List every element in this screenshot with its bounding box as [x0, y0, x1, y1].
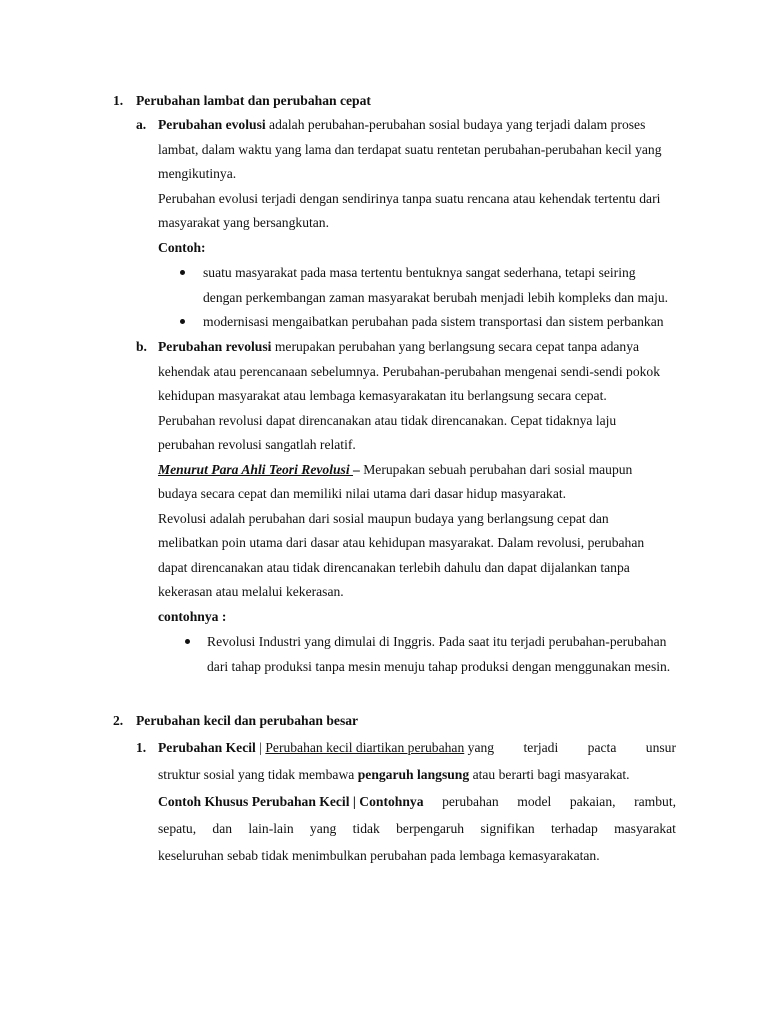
example-label-b: contohnya : — [158, 609, 227, 624]
word: yang — [309, 821, 337, 836]
term-evolusi: Perubahan evolusi — [158, 117, 266, 132]
item-a-line-3: mengikutinya. — [158, 166, 237, 181]
word: terjadi — [523, 740, 559, 755]
term-perubahan-kecil: Perubahan Kecil — [158, 740, 256, 755]
word: signifikan — [480, 821, 535, 836]
word: tidak — [352, 821, 380, 836]
expert-line-1-text: Merupakan sebuah perubahan dari sosial maupun — [359, 462, 633, 477]
item-2-1-line-2-post: atau berarti bagi masyarakat. — [469, 767, 630, 782]
word: rambut, — [634, 794, 676, 809]
item-b-line-2: kehendak atau perencanaan sebelumnya. Perubahan-perubahan mengenai sendi-sendi pokok — [158, 364, 661, 379]
word: sepatu, — [158, 821, 197, 836]
item-b-line-5: perubahan revolusi sangatlah relatif. — [158, 437, 356, 452]
expert-line-1 — [158, 461, 632, 479]
item-2-1-line-1 — [158, 739, 676, 757]
bullet-b-line-2: dari tahap produksi tanpa mesin menuju tahap produksi dengan menggunakan mesin. — [207, 659, 671, 674]
word: perubahan — [442, 794, 499, 809]
word: pacta — [587, 740, 617, 755]
section-1-heading: Perubahan lambat dan perubahan cepat — [136, 93, 371, 108]
item-b-line-1-text: merupakan perubahan yang berlangsung secara cepat tanpa adanya — [271, 339, 640, 354]
bullet-dot — [180, 270, 185, 275]
bullet-a-1-line-1: suatu masyarakat pada masa tertentu bentuknya sangat sederhana, tetapi seiring — [203, 265, 636, 280]
expert-line-3: Revolusi adalah perubahan dari sosial maupun budaya yang berlangsung cepat dan — [158, 511, 609, 526]
separator: | — [255, 740, 266, 755]
item-2-1-line-5: keseluruhan sebab tidak menimbulkan perubahan pada lembaga kemasyarakatan. — [158, 848, 600, 863]
word: model — [517, 794, 552, 809]
word: terhadap — [550, 821, 598, 836]
expert-label: Menurut Para Ahli Teori Revolusi — [158, 462, 354, 477]
word: pakaian, — [569, 794, 616, 809]
item-2-1-marker: 1. — [136, 740, 147, 755]
bullet-a-2: modernisasi mengaibatkan perubahan pada sistem transportasi dan sistem perbankan — [203, 314, 664, 329]
item-a-line-1-text: adalah perubahan-perubahan sosial budaya yang terjadi dalam proses — [265, 117, 646, 132]
word: dan — [212, 821, 233, 836]
item-a-line-1 — [158, 116, 645, 134]
item-a-line-2: lambat, dalam waktu yang lama dan terdapat suatu rentetan perubahan-perubahan kecil yang — [158, 142, 662, 157]
item-a-marker: a. — [136, 117, 147, 132]
bullet-a-1-line-2: dengan perkembangan zaman masyarakat berubah menjadi lebih kompleks dan maju. — [203, 290, 669, 305]
section-1-number: 1. — [113, 93, 124, 108]
contoh-khusus-label: Contoh Khusus Perubahan Kecil | Contohnya — [158, 794, 424, 809]
item-a-line-4: Perubahan evolusi terjadi dengan sendirinya tanpa suatu rencana atau kehendak tertentu dari — [158, 191, 661, 206]
expert-line-5: dapat direncanakan atau tidak direncanakan terlebih dahulu dan dapat dijalankan tanpa — [158, 560, 630, 575]
section-2-heading: Perubahan kecil dan perubahan besar — [136, 713, 359, 728]
item-b-marker: b. — [136, 339, 147, 354]
item-2-1-line-2 — [158, 766, 630, 784]
item-2-1-line-3 — [158, 793, 676, 811]
item-a-line-5: masyarakat yang bersangkutan. — [158, 215, 329, 230]
expert-line-2: budaya secara cepat dan memiliki nilai utama dari dasar hidup masyarakat. — [158, 486, 567, 501]
expert-dash: – — [353, 462, 360, 477]
word: lain-lain — [248, 821, 294, 836]
item-2-1-line-1-lead — [158, 739, 494, 757]
bullet-dot — [180, 319, 185, 324]
word: unsur — [645, 740, 676, 755]
word: yang — [464, 740, 495, 755]
bullet-b-line-1: Revolusi Industri yang dimulai di Inggris. Pada saat itu terjadi perubahan-perubahan — [207, 634, 667, 649]
item-b-line-3: kehidupan masyarakat atau lembaga kemasyarakatan itu berlangsung secara cepat. — [158, 388, 607, 403]
item-b-line-1 — [158, 338, 639, 356]
term-revolusi: Perubahan revolusi — [158, 339, 272, 354]
expert-line-4: melibatkan poin utama dari dasar atau kehidupan masyarakat. Dalam revolusi, perubahan — [158, 535, 645, 550]
bullet-dot — [185, 639, 190, 644]
example-label-a: Contoh: — [158, 240, 206, 255]
pengaruh-langsung: pengaruh langsung — [357, 767, 470, 782]
word: berpengaruh — [396, 821, 465, 836]
expert-line-6: kekerasan atau melalui kekerasan. — [158, 584, 344, 599]
word: masyarakat — [614, 821, 676, 836]
item-b-line-4: Perubahan revolusi dapat direncanakan atau tidak direncanakan. Cepat tidaknya laju — [158, 413, 617, 428]
item-2-1-line-2-pre: struktur sosial yang tidak membawa — [158, 767, 358, 782]
section-2-number: 2. — [113, 713, 124, 728]
item-2-1-line-4 — [158, 820, 676, 838]
underlined-definition: Perubahan kecil diartikan perubahan — [265, 740, 465, 755]
